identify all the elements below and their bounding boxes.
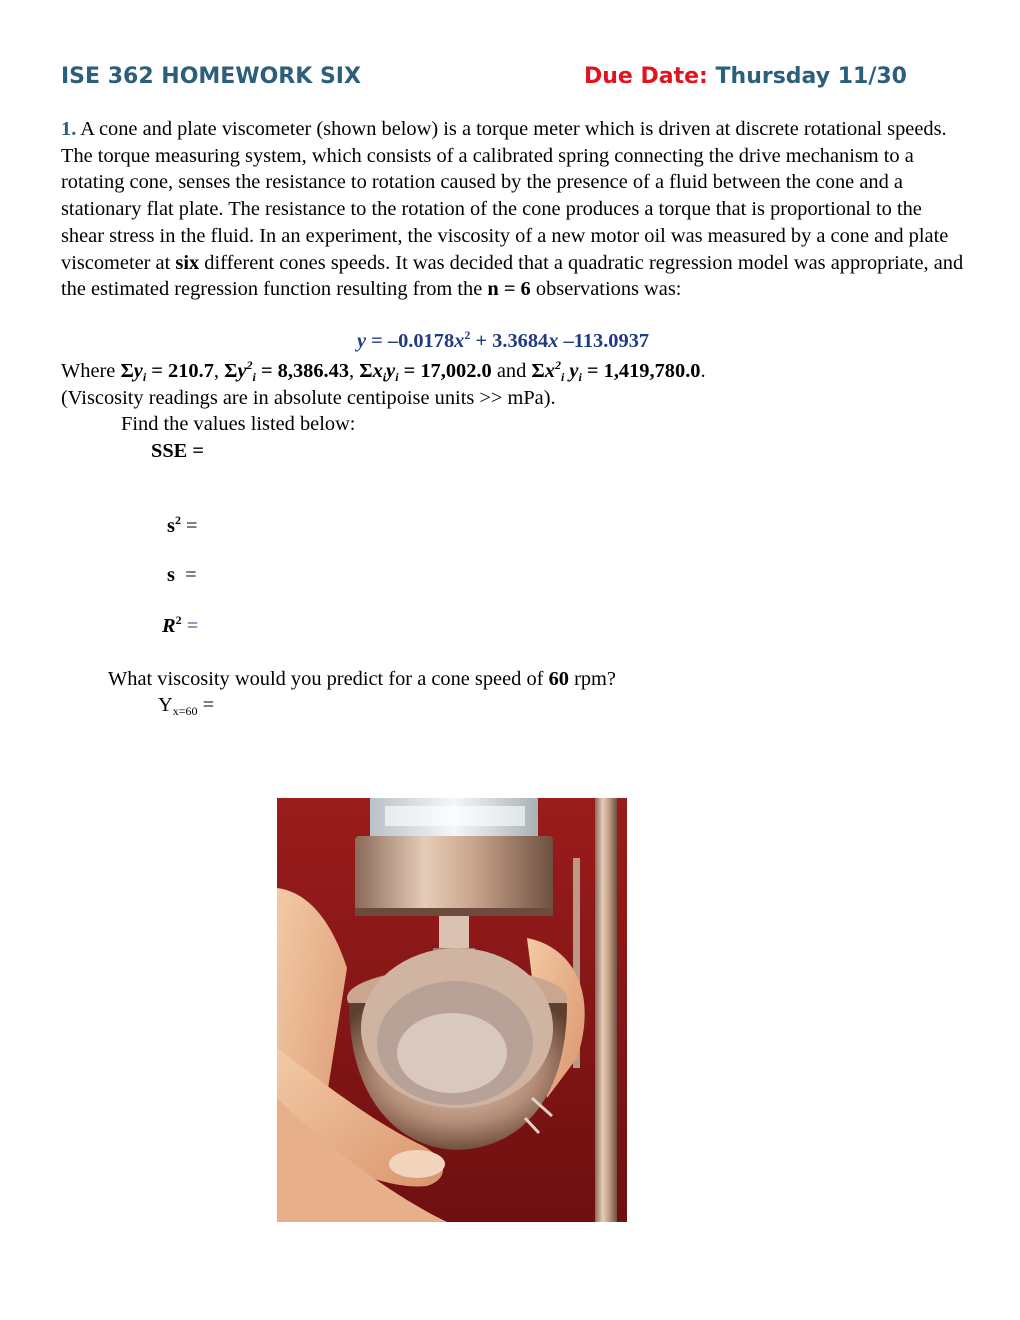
problem-paragraph [61, 116, 966, 303]
y-prediction-label: $Y_{x=60}$ = [158, 694, 215, 718]
s-label: s = [167, 564, 197, 586]
problem-text-3: observations was: [535, 278, 682, 301]
viscometer-photo [277, 798, 627, 1222]
due-date [584, 64, 907, 89]
due-date-label: Due Date: [584, 64, 708, 89]
sum-x2y: $\Sigma x^2_i$ $y_i = 1,419,780.0$ [531, 358, 701, 384]
viscometer-illustration [277, 798, 627, 1222]
r2-label: $R^2$ = [162, 613, 199, 637]
eq-part-1: = –0.0178 [366, 330, 455, 352]
sum-y2: $\Sigma y^2_i = 8,386.43$ [224, 358, 350, 384]
sum-y: $\Sigma y_i = 210.7$ [120, 360, 214, 384]
n-emphasis: n = 6 [487, 278, 531, 301]
eq-x2: x [548, 330, 559, 352]
find-instruction: Find the values listed below: [121, 413, 356, 435]
s2-label: $s^2$ = [167, 513, 198, 537]
regression-equation [357, 330, 649, 353]
eq-part-2: + 3.3684 [470, 330, 549, 352]
problem-text-1: A cone and plate viscometer (shown below) is a torque meter which is driven at discrete rotational speeds. The torque measuring system, which consists of a calibrated spring connecting the drive mechanism to a rotating cone, senses the resistance to rotation caused by the presence of a fluid between the cone and a stationary flat plate. The resistance to the rotation of the cone produces a torque that is proportional to the shear stress in the fluid. In an experiment, the viscosity of a new motor oil was measured by a cone and plate viscometer at [61, 118, 949, 274]
due-date-value: Thursday 11/30 [715, 64, 907, 89]
where-label: Where [61, 360, 116, 382]
and-text: and [496, 360, 527, 382]
prediction-question: What viscosity would you predict for a cone speed of 60 rpm? [108, 668, 616, 690]
eq-part-3: –113.0937 [558, 330, 650, 352]
units-note: (Viscosity readings are in absolute centipoise units >> mPa). [61, 387, 556, 409]
problem-text-2: different cones speeds. It was decided that a quadratic regression model was appropriate, and the estimated regression function resulting from the [61, 251, 964, 301]
cone-speed: 60 [548, 668, 569, 690]
sse-label: SSE = [151, 440, 204, 462]
eq-y: y [357, 330, 367, 352]
problem-number: 1. [61, 118, 77, 140]
page-title: ISE 362 HOMEWORK SIX [61, 64, 361, 89]
six-emphasis: six [175, 251, 200, 274]
eq-power: 2 [464, 328, 471, 342]
sum-xy: $\Sigma x_iy_i = 17,002.0$ [359, 360, 492, 384]
sums-line: Where $\Sigma y_i = 210.7$, $\Sigma y^2_i = 8,386.43$, $\Sigma x_iy_i = 17,002.0$ and $\Sigma x^2_i$ $y_i = 1,419,780.0$. [61, 358, 706, 384]
eq-x1: x [454, 330, 465, 352]
